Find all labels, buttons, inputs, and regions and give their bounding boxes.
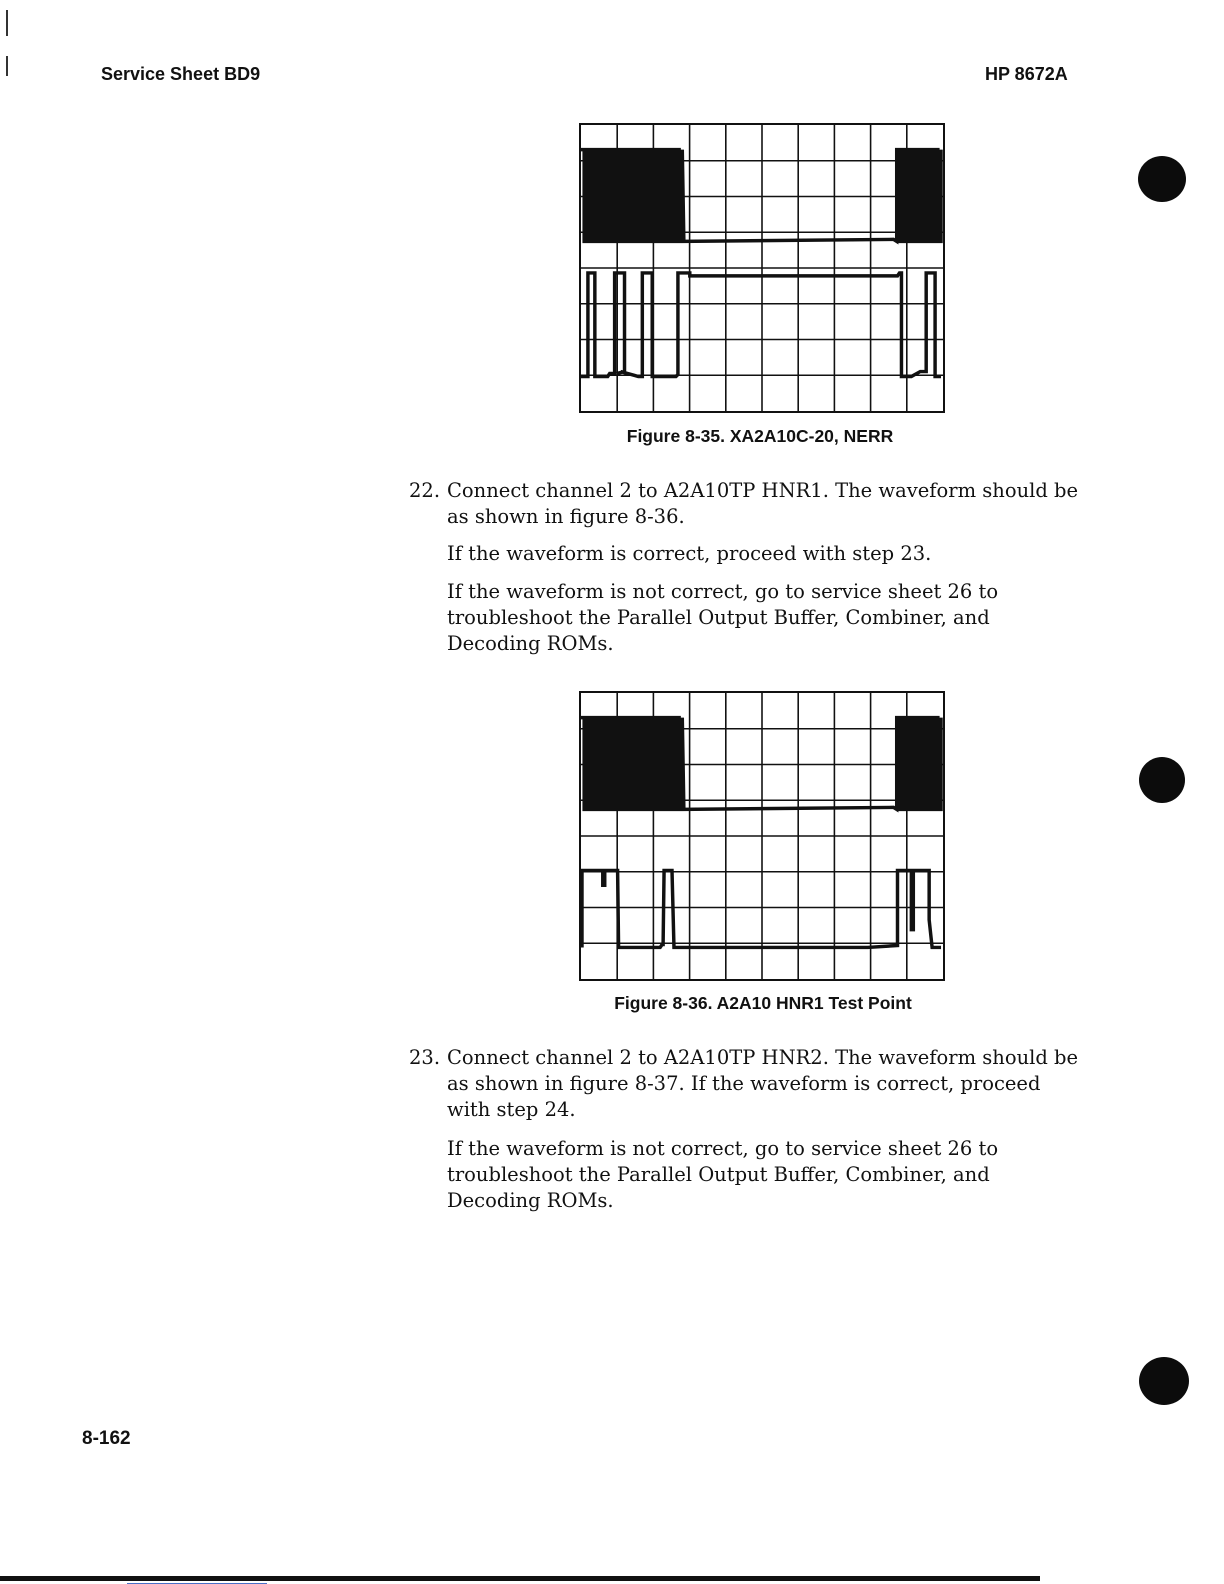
step-text: Connect channel 2 to A2A10TP HNR1. The waveform should be as shown in figure 8-36. xyxy=(447,479,1079,528)
step-number: 22. xyxy=(409,479,441,502)
step-22 xyxy=(409,478,1089,530)
oscilloscope-figure-8-36 xyxy=(579,691,945,981)
scan-edge-mark xyxy=(6,10,8,36)
scope-display-2 xyxy=(581,693,943,979)
bottom-trace-nerr-pulse xyxy=(581,273,941,377)
step-22-paragraph-2: If the waveform is not correct, go to service sheet 26 to troubleshoot the Parallel Output Buffer, Combiner, and Decoding ROMs. xyxy=(447,580,999,655)
step-23 xyxy=(409,1045,1089,1123)
scan-edge-mark xyxy=(6,56,8,76)
top-trace-burst-clock xyxy=(581,150,941,242)
binder-hole-mark xyxy=(1139,1357,1189,1405)
binder-hole-mark xyxy=(1138,156,1186,202)
figure-caption-8-35: Figure 8-35. XA2A10C-20, NERR xyxy=(626,426,894,446)
oscilloscope-figure-8-35 xyxy=(579,123,945,413)
header-model-number: HP 8672A xyxy=(985,64,1068,84)
top-trace-burst-clock xyxy=(581,718,941,810)
scope-display-1 xyxy=(581,125,943,411)
header-section-title: Service Sheet BD9 xyxy=(101,64,261,84)
bottom-rule xyxy=(0,1576,1040,1581)
figure-caption-8-36: Figure 8-36. A2A10 HNR1 Test Point xyxy=(614,993,912,1013)
step-23-paragraph-1: If the waveform is not correct, go to service sheet 26 to troubleshoot the Parallel Output Buffer, Combiner, and Decoding ROMs. xyxy=(447,1137,999,1212)
step-22-paragraph-1: If the waveform is correct, proceed with step 23. xyxy=(447,542,932,565)
binder-hole-mark xyxy=(1139,757,1185,803)
step-text: Connect channel 2 to A2A10TP HNR2. The waveform should be as shown in figure 8-37. If the waveform is correct, proceed with step 24. xyxy=(447,1046,1079,1121)
step-number: 23. xyxy=(409,1046,441,1069)
page-number: 8-162 xyxy=(82,1428,131,1449)
